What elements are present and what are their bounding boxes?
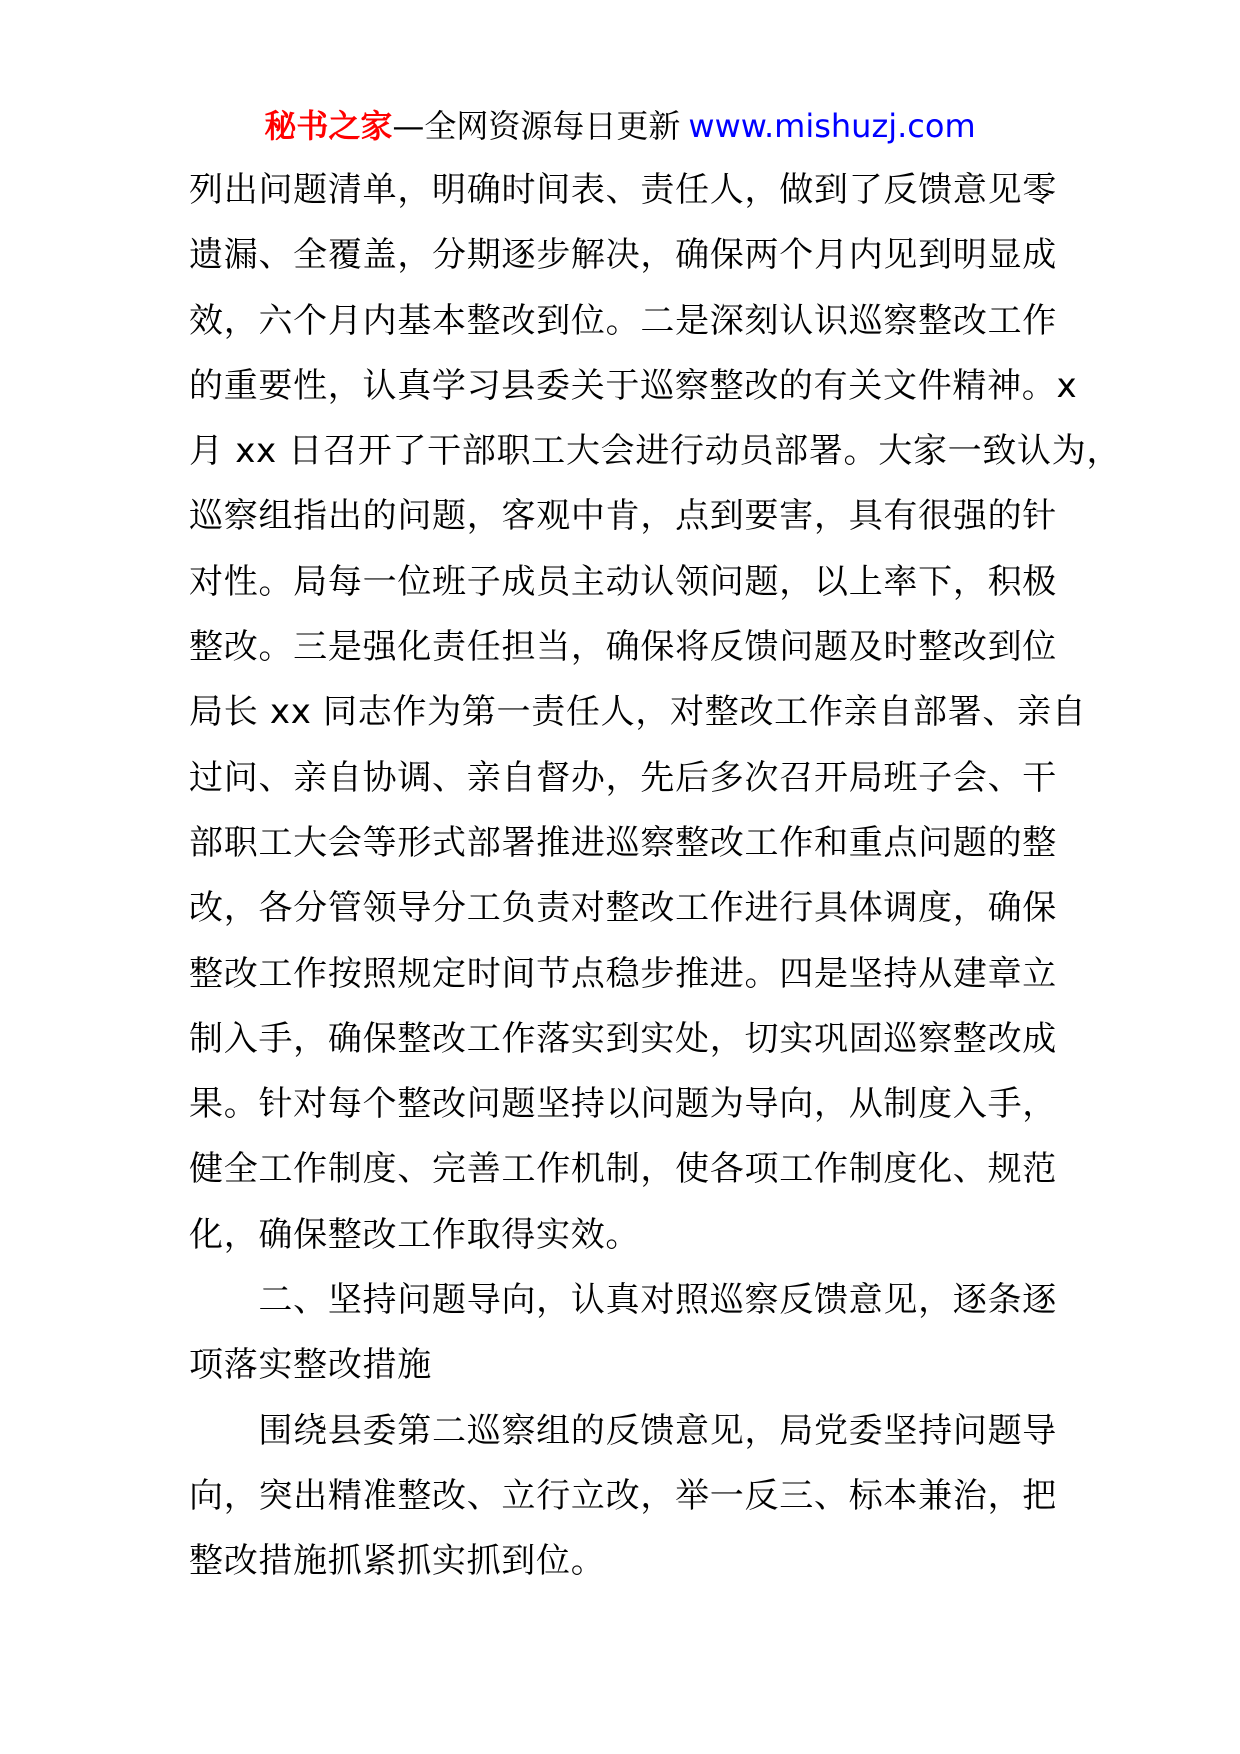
text-line: 整改措施抓紧抓实抓到位。	[189, 1541, 606, 1582]
header-brand: 秘书之家	[264, 107, 393, 145]
paragraph-continued	[189, 158, 1122, 1268]
text-line: 列出问题清单，明确时间表、责任人，做到了反馈意见零	[189, 170, 1057, 210]
text-line: 局长 xx 同志作为第一责任人，对整改工作亲自部署、亲自	[189, 692, 1087, 733]
heading-line: 二、坚持问题导向，认真对照巡察反馈意见，逐条逐	[258, 1280, 1057, 1321]
header-url: www.mishuzj.com	[688, 107, 976, 145]
text-line: 效，六个月内基本整改到位。二是深刻认识巡察整改工作	[189, 300, 1057, 341]
header-tagline: —全网资源每日更新	[392, 107, 681, 145]
text-line: 部职工大会等形式部署推进巡察整改工作和重点问题的整	[189, 822, 1057, 863]
site-header	[0, 104, 1240, 148]
text-line: 的重要性，认真学习县委关于巡察整改的有关文件精神。x	[189, 365, 1078, 406]
text-line: 围绕县委第二巡察组的反馈意见，局党委坚持问题导	[258, 1410, 1057, 1451]
text-line: 健全工作制度、完善工作机制，使各项工作制度化、规范	[189, 1149, 1057, 1190]
text-line: 巡察组指出的问题，客观中肯，点到要害，具有很强的针	[189, 496, 1057, 537]
text-line: 遗漏、全覆盖，分期逐步解决，确保两个月内见到明显成	[189, 235, 1057, 276]
heading-line: 项落实整改措施	[189, 1345, 432, 1386]
section-heading	[189, 1268, 1057, 1399]
text-line: 月 xx 日召开了干部职工大会进行动员部署。大家一致认为，	[189, 431, 1122, 472]
text-line: 整改。三是强化责任担当，确保将反馈问题及时整改到位	[189, 627, 1057, 668]
text-line: 过问、亲自协调、亲自督办，先后多次召开局班子会、干	[189, 757, 1057, 798]
text-line: 改，各分管领导分工负责对整改工作进行具体调度，确保	[189, 888, 1057, 929]
text-line: 向，突出精准整改、立行立改，举一反三、标本兼治，把	[189, 1475, 1057, 1516]
text-line: 整改工作按照规定时间节点稳步推进。四是坚持从建章立	[189, 953, 1057, 994]
text-line: 制入手，确保整改工作落实到实处，切实巩固巡察整改成	[189, 1018, 1057, 1059]
text-line: 化，确保整改工作取得实效。	[189, 1214, 641, 1255]
text-line: 果。针对每个整改问题坚持以问题为导向，从制度入手，	[189, 1084, 1057, 1125]
paragraph	[189, 1399, 1057, 1595]
document-body	[189, 158, 1122, 1595]
text-line: 对性。局每一位班子成员主动认领问题，以上率下，积极	[189, 561, 1057, 602]
